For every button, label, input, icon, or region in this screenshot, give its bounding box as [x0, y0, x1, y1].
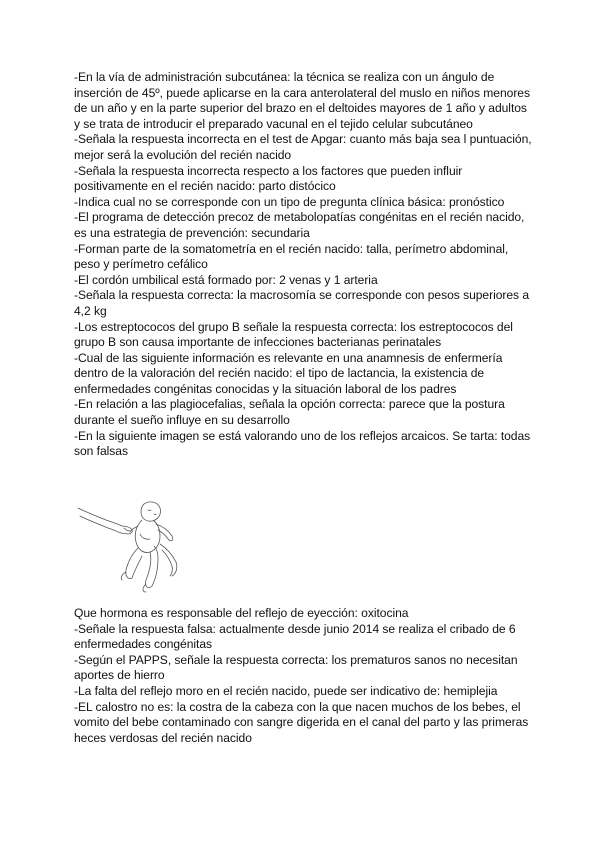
- question-item: -Cual de las siguiente información es relevante en una anamnesis de enfermería dentro de la valoración del recién nacido: el tipo de lactancia, la existencia de enfermedades congénitas conocidas y la situación laboral de los padres: [74, 350, 503, 396]
- question-item: -En la vía de administración subcutánea: la técnica se realiza con un ángulo de inserción de 45º, puede aplicarse en la cara anterolateral del muslo en niños menores de un año y en la parte superior del brazo en el deltoides mayores de 1 año y adultos y se trata de introducir el preparado vacunal en el tejido celular subcutáneo: [74, 70, 530, 131]
- question-list-top: [74, 70, 536, 460]
- question-list-bottom: [74, 606, 536, 746]
- question-item: -Señale la respuesta falsa: actualmente desde junio 2014 se realiza el cribado de 6 enfermedades congénitas: [74, 621, 516, 652]
- question-item: -La falta del reflejo moro en el recién nacido, puede ser indicativo de: hemiplejia: [74, 683, 498, 698]
- question-item: -Los estreptococos del grupo B señale la respuesta correcta: los estreptococos del grupo B son causa importante de infecciones bacterianas perinatales: [74, 319, 513, 350]
- question-item: -En la siguiente imagen se está valorando uno de los reflejos arcaicos. Se tarta: todas son falsas: [74, 428, 531, 459]
- question-item: -Señala la respuesta incorrecta respecto a los factores que pueden influir positivamente en el recién nacido: parto distócico: [74, 163, 463, 194]
- question-item: -Señala la respuesta incorrecta en el test de Apgar: cuanto más baja sea l puntuación, mejor será la evolución del recién nacido: [74, 132, 532, 162]
- question-item: -Indica cual no se corresponde con un tipo de pregunta clínica básica: pronóstico: [74, 194, 505, 209]
- question-item: -Señala la respuesta correcta: la macrosomía se corresponde con pesos superiores a 4,2 kg: [74, 288, 530, 318]
- question-item: -El programa de detección precoz de metabolopatías congénitas en el recién nacido, es una estrategia de prevención: secundaria: [74, 210, 525, 240]
- question-item: -Forman parte de la somatometría en el recién nacido: talla, perímetro abdominal, peso y perímetro cefálico: [74, 241, 509, 272]
- infant-reflex-sketch-icon: [76, 490, 184, 602]
- question-item: -Según el PAPPS, señale la respuesta correcta: los prematuros sanos no necesitan aportes de hierro: [74, 652, 518, 683]
- question-item: -EL calostro no es: la costra de la cabeza con la que nacen muchos de los bebes, el vomito del bebe contaminado con sangre digerida en el canal del parto y las primeras heces verdosas del recién nacido: [74, 699, 529, 745]
- question-item: Que hormona es responsable del reflejo de eyección: oxitocina: [74, 606, 409, 620]
- question-item: -El cordón umbilical está formado por: 2 venas y 1 arteria: [74, 272, 378, 287]
- question-item: -En relación a las plagiocefalias, señala la opción correcta: parece que la postura durante el sueño influye en su desarrollo: [74, 397, 505, 428]
